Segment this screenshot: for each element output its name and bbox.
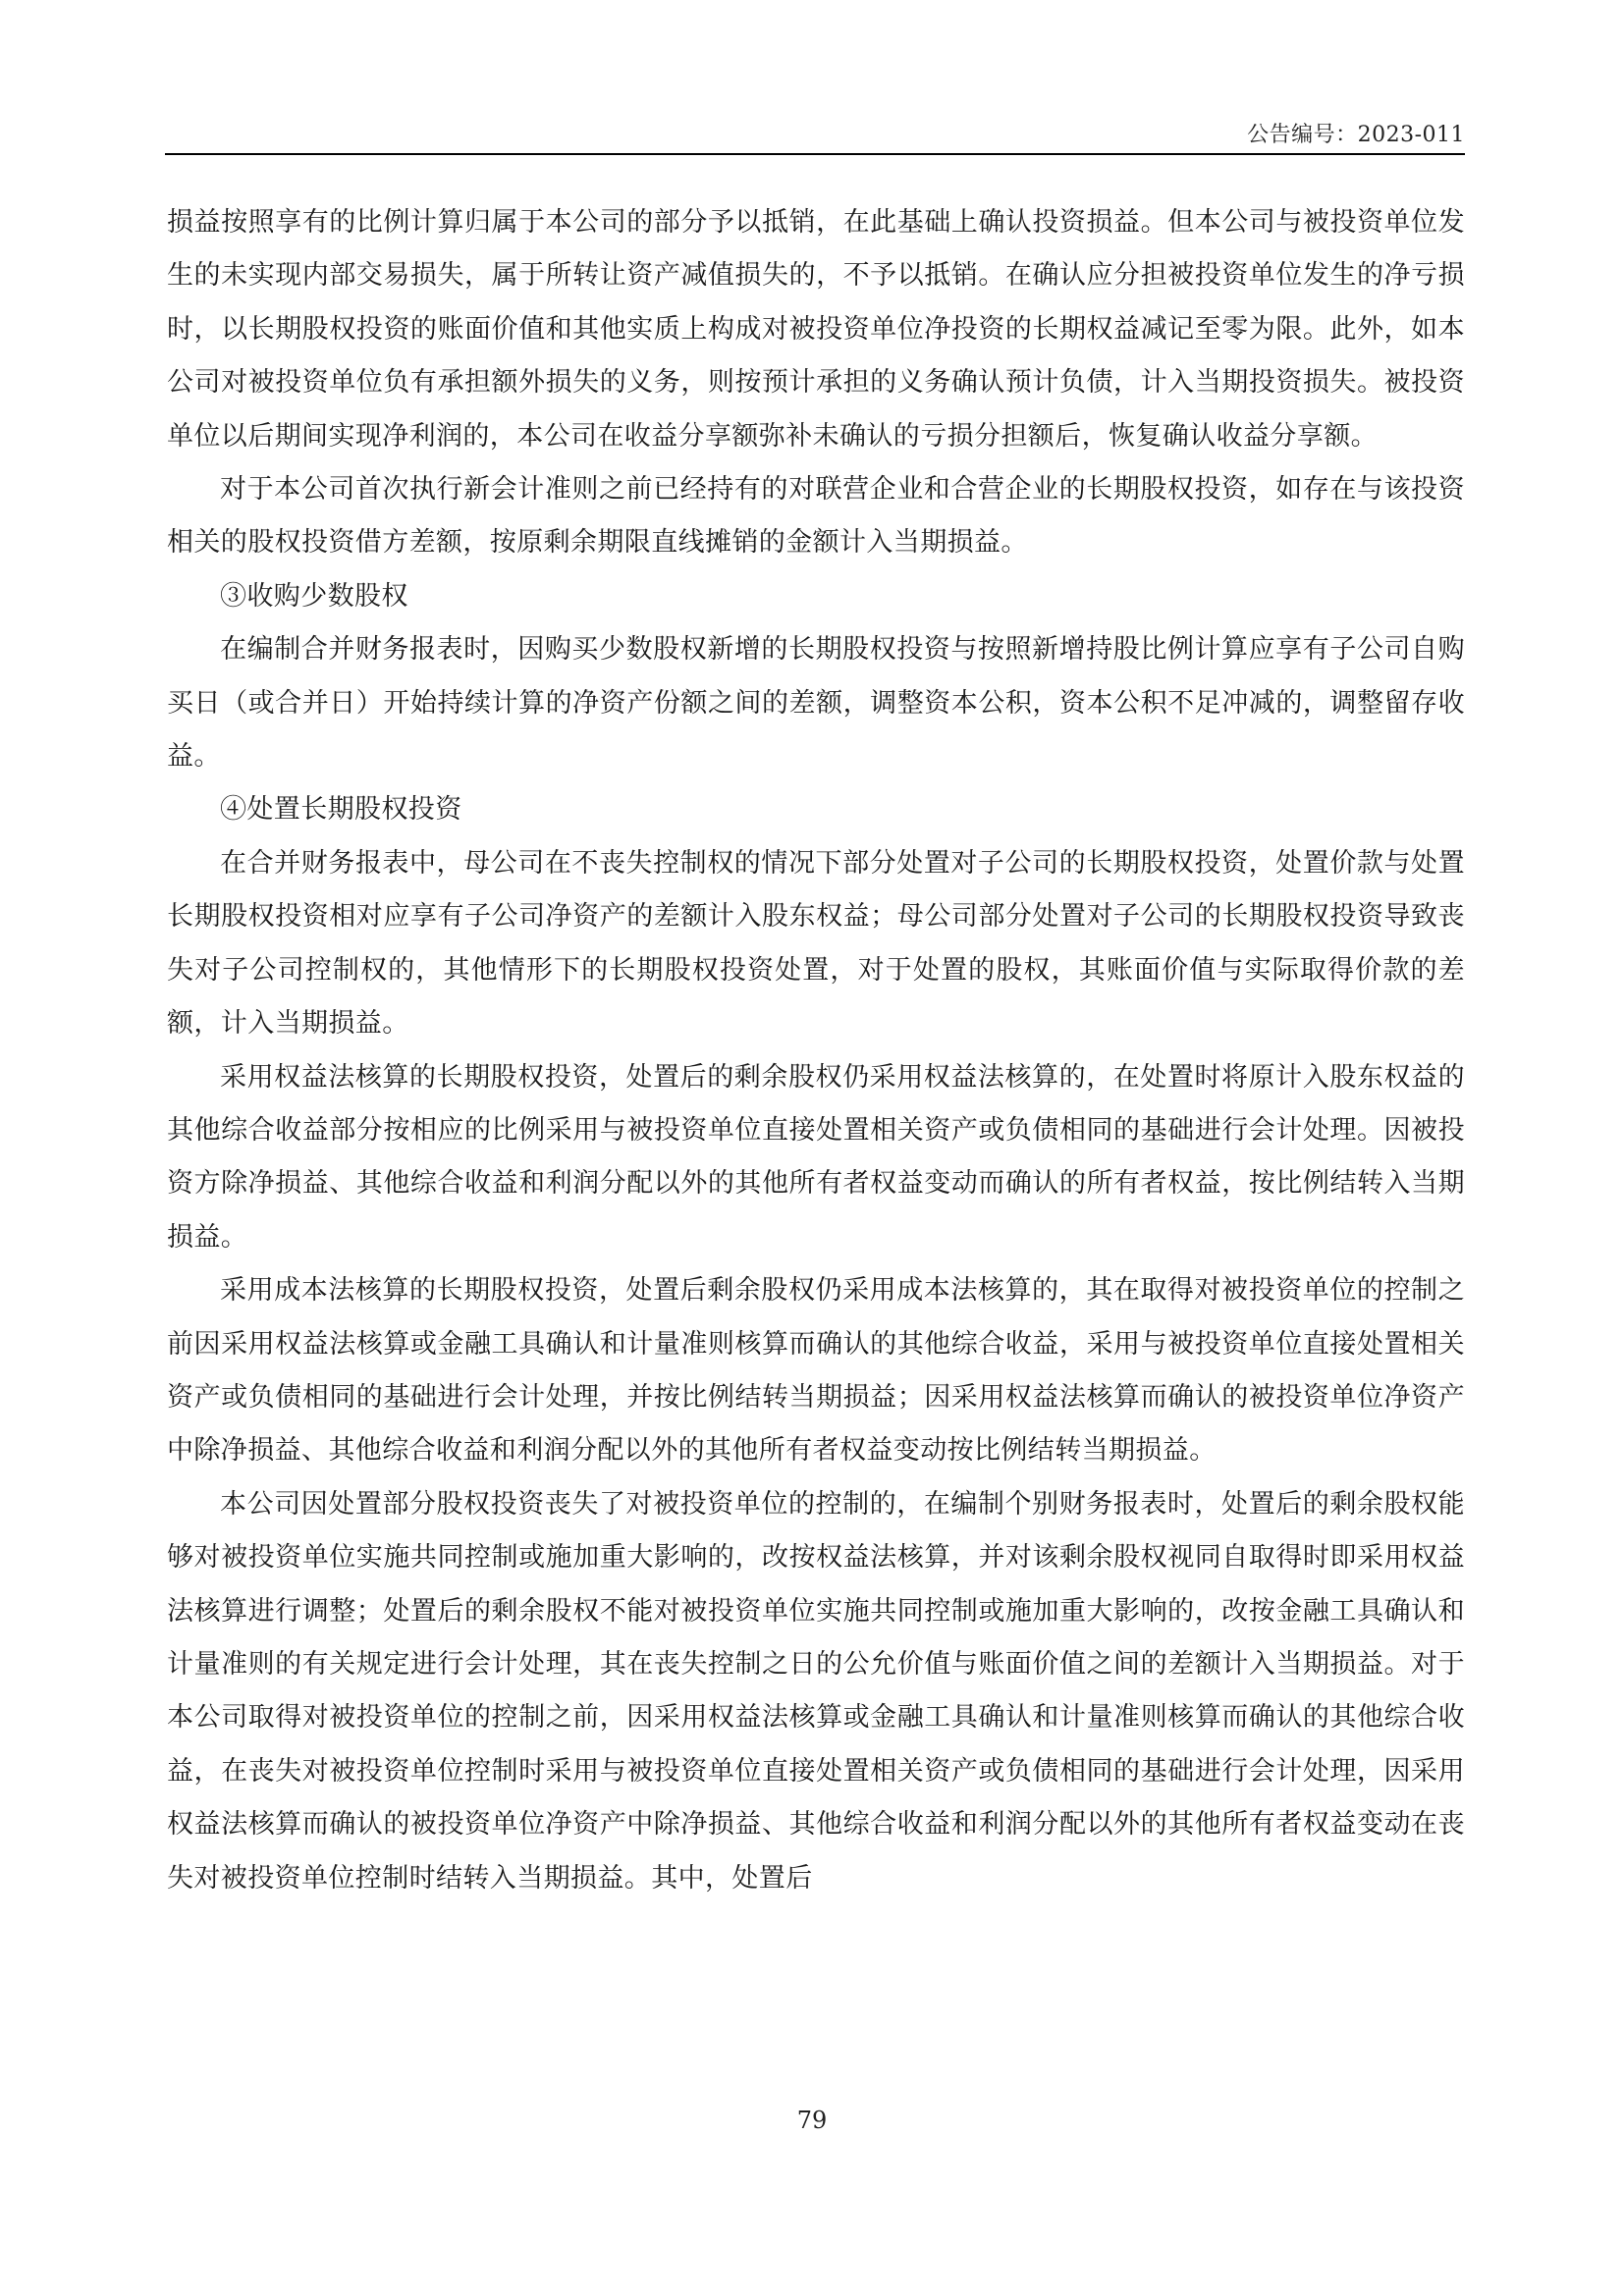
paragraph: 对于本公司首次执行新会计准则之前已经持有的对联营企业和合营企业的长期股权投资，如存在与该投资相关的股权投资借方差额，按原剩余期限直线摊销的金额计入当期损益。	[167, 474, 1465, 559]
paragraph: 采用权益法核算的长期股权投资，处置后的剩余股权仍采用权益法核算的，在处置时将原计入股东权益的其他综合收益部分按相应的比例采用与被投资单位直接处置相关资产或负债相同的基础进行会计处理。因被投资方除净损益、其他综合收益和利润分配以外的其他所有者权益变动而确认的所有者权益，按比例结转入当期损益。	[167, 1061, 1465, 1253]
document-body	[167, 196, 1465, 1905]
announcement-number: 公告编号：2023-011	[1247, 123, 1465, 147]
paragraph: 损益按照享有的比例计算归属于本公司的部分予以抵销，在此基础上确认投资损益。但本公司与被投资单位发生的未实现内部交易损失，属于所转让资产减值损失的，不予以抵销。在确认应分担被投资单位发生的净亏损时，以长期股权投资的账面价值和其他实质上构成对被投资单位净投资的长期权益减记至零为限。此外，如本公司对被投资单位负有承担额外损失的义务，则按预计承担的义务确认预计负债，计入当期投资损失。被投资单位以后期间实现净利润的，本公司在收益分享额弥补未确认的亏损分担额后，恢复确认收益分享额。	[167, 207, 1465, 452]
paragraph: 采用成本法核算的长期股权投资，处置后剩余股权仍采用成本法核算的，其在取得对被投资单位的控制之前因采用权益法核算或金融工具确认和计量准则核算而确认的其他综合收益，采用与被投资单位直接处置相关资产或负债相同的基础进行会计处理，并按比例结转当期损益；因采用权益法核算而确认的被投资单位净资产中除净损益、其他综合收益和利润分配以外的其他所有者权益变动按比例结转当期损益。	[167, 1275, 1465, 1467]
section-heading: ③收购少数股权	[220, 580, 408, 612]
paragraph: 在编制合并财务报表时，因购买少数股权新增的长期股权投资与按照新增持股比例计算应享有子公司自购买日（或合并日）开始持续计算的净资产份额之间的差额，调整资本公积，资本公积不足冲减的，调整留存收益。	[167, 634, 1465, 773]
page-header	[165, 116, 1465, 155]
paragraph: 在合并财务报表中，母公司在不丧失控制权的情况下部分处置对子公司的长期股权投资，处置价款与处置长期股权投资相对应享有子公司净资产的差额计入股东权益；母公司部分处置对子公司的长期股权投资导致丧失对子公司控制权的，其他情形下的长期股权投资处置，对于处置的股权，其账面价值与实际取得价款的差额，计入当期损益。	[167, 847, 1465, 1040]
paragraph: 本公司因处置部分股权投资丧失了对被投资单位的控制的，在编制个别财务报表时，处置后的剩余股权能够对被投资单位实施共同控制或施加重大影响的，改按权益法核算，并对该剩余股权视同自取得时即采用权益法核算进行调整；处置后的剩余股权不能对被投资单位实施共同控制或施加重大影响的，改按金融工具确认和计量准则的有关规定进行会计处理，其在丧失控制之日的公允价值与账面价值之间的差额计入当期损益。对于本公司取得对被投资单位的控制之前，因采用权益法核算或金融工具确认和计量准则核算而确认的其他综合收益，在丧失对被投资单位控制时采用与被投资单位直接处置相关资产或负债相同的基础进行会计处理，因采用权益法核算而确认的被投资单位净资产中除净损益、其他综合收益和利润分配以外的其他所有者权益变动在丧失对被投资单位控制时结转入当期损益。其中，处置后	[167, 1488, 1465, 1894]
page-number: 79	[796, 2107, 828, 2134]
section-heading: ④处置长期股权投资	[220, 794, 462, 826]
